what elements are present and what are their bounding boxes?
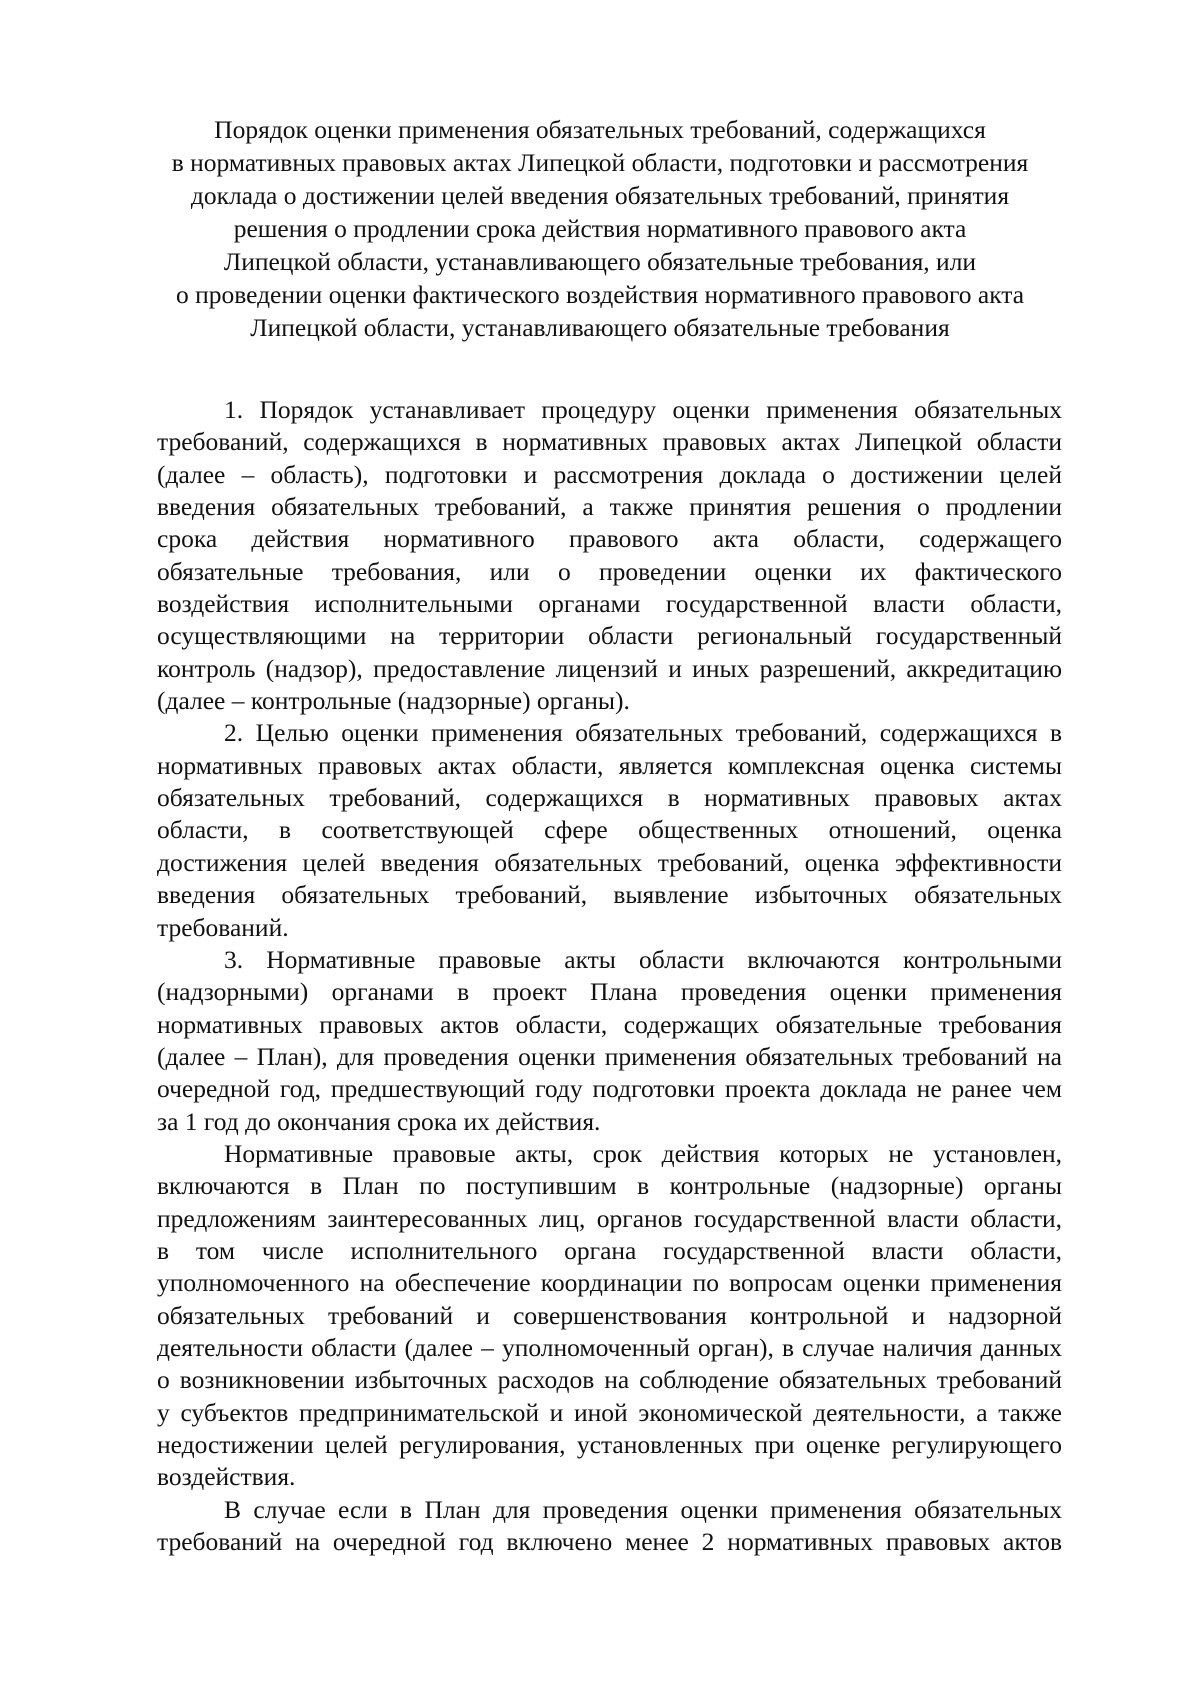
title-line: о проведении оценки фактического воздействия нормативного правового акта bbox=[175, 280, 1025, 309]
paragraph-line: нормативных правовых актов области, содержащих обязательные требования bbox=[157, 1009, 1062, 1039]
paragraph-line: включаются в План по поступившим в контрольные (надзорные) органы bbox=[157, 1171, 1062, 1201]
paragraph-line: (далее – область), подготовки и рассмотрения доклада о достижении целей bbox=[157, 459, 1062, 489]
paragraph bbox=[157, 1494, 1062, 1559]
paragraph-line: требований, содержащихся в нормативных правовых актах Липецкой области bbox=[157, 427, 1062, 457]
paragraph-line: обязательных требований и совершенствования контрольной и надзорной bbox=[157, 1300, 1062, 1330]
paragraph-line: достижения целей введения обязательных требований, оценка эффективности bbox=[157, 847, 1062, 877]
paragraph-line: нормативных правовых актах области, является комплексная оценка системы bbox=[157, 750, 1062, 780]
paragraph-line: требований. bbox=[157, 912, 289, 942]
paragraph-line: введения обязательных требований, а также принятия решения о продлении bbox=[157, 492, 1062, 522]
paragraph-line: контроль (надзор), предоставление лицензий и иных разрешений, аккредитацию bbox=[157, 653, 1062, 683]
paragraph-line: требований на очередной год включено менее 2 нормативных правовых актов bbox=[157, 1527, 1062, 1557]
paragraph-line: В случае если в План для проведения оценки применения обязательных bbox=[224, 1494, 1062, 1524]
title-line: решения о продлении срока действия нормативного правового акта bbox=[233, 214, 967, 243]
paragraph-line: 3. Нормативные правовые акты области включаются контрольными bbox=[224, 944, 1062, 974]
paragraph bbox=[157, 944, 1062, 1138]
title-line: Липецкой области, устанавливающего обязательные требования, или bbox=[223, 247, 977, 276]
paragraph-line: очередной год, предшествующий году подготовки проекта доклада не ранее чем bbox=[157, 1074, 1062, 1104]
paragraph-line: 1. Порядок устанавливает процедуру оценки применения обязательных bbox=[224, 395, 1062, 424]
paragraph-line: за 1 год до окончания срока их действия. bbox=[157, 1106, 601, 1136]
document-title bbox=[130, 113, 1070, 344]
paragraph-line: о возникновении избыточных расходов на соблюдение обязательных требований bbox=[157, 1365, 1062, 1395]
paragraph-line: 2. Целью оценки применения обязательных требований, содержащихся в bbox=[224, 718, 1062, 748]
paragraph-line: в том числе исполнительного органа государственной власти области, bbox=[157, 1235, 1062, 1265]
paragraph-line: у субъектов предпринимательской и иной экономической деятельности, а также bbox=[157, 1397, 1062, 1427]
paragraph-line: деятельности области (далее – уполномоченный орган), в случае наличия данных bbox=[157, 1332, 1062, 1362]
paragraph-line: обязательных требований, содержащихся в нормативных правовых актах bbox=[157, 783, 1062, 813]
title-line: Липецкой области, устанавливающего обязательные требования bbox=[250, 313, 950, 342]
paragraph-line: (далее – План), для проведения оценки применения обязательных требований на bbox=[157, 1041, 1062, 1071]
paragraph-line: (далее – контрольные (надзорные) органы). bbox=[157, 686, 630, 716]
paragraph bbox=[157, 717, 1062, 943]
paragraph-line: Нормативные правовые акты, срок действия которых не установлен, bbox=[224, 1138, 1062, 1168]
paragraph-line: недостижении целей регулирования, установленных при оценке регулирующего bbox=[157, 1430, 1062, 1459]
paragraph-line: (надзорными) органами в проект Плана проведения оценки применения bbox=[157, 977, 1062, 1007]
paragraph bbox=[157, 1138, 1062, 1494]
paragraph-line: уполномоченного на обеспечение координации по вопросам оценки применения bbox=[157, 1268, 1062, 1298]
paragraph-line: воздействия исполнительными органами государственной власти области, bbox=[157, 589, 1062, 619]
title-line: доклада о достижении целей введения обязательных требований, принятия bbox=[190, 181, 1010, 210]
document-body bbox=[157, 394, 1062, 1558]
paragraph-line: предложениям заинтересованных лиц, органов государственной власти области, bbox=[157, 1203, 1062, 1233]
paragraph-line: области, в соответствующей сфере общественных отношений, оценка bbox=[157, 815, 1062, 845]
paragraph-line: введения обязательных требований, выявление избыточных обязательных bbox=[157, 880, 1062, 910]
paragraph-line: срока действия нормативного правового акта области, содержащего bbox=[157, 524, 1062, 554]
paragraph bbox=[157, 394, 1062, 717]
title-line: в нормативных правовых актах Липецкой области, подготовки и рассмотрения bbox=[171, 148, 1029, 177]
paragraph-line: воздействия. bbox=[157, 1462, 296, 1492]
paragraph-line: обязательные требования, или о проведении оценки их фактического bbox=[157, 556, 1062, 586]
paragraph-line: осуществляющими на территории области региональный государственный bbox=[157, 621, 1062, 651]
title-line: Порядок оценки применения обязательных требований, содержащихся bbox=[214, 115, 986, 144]
